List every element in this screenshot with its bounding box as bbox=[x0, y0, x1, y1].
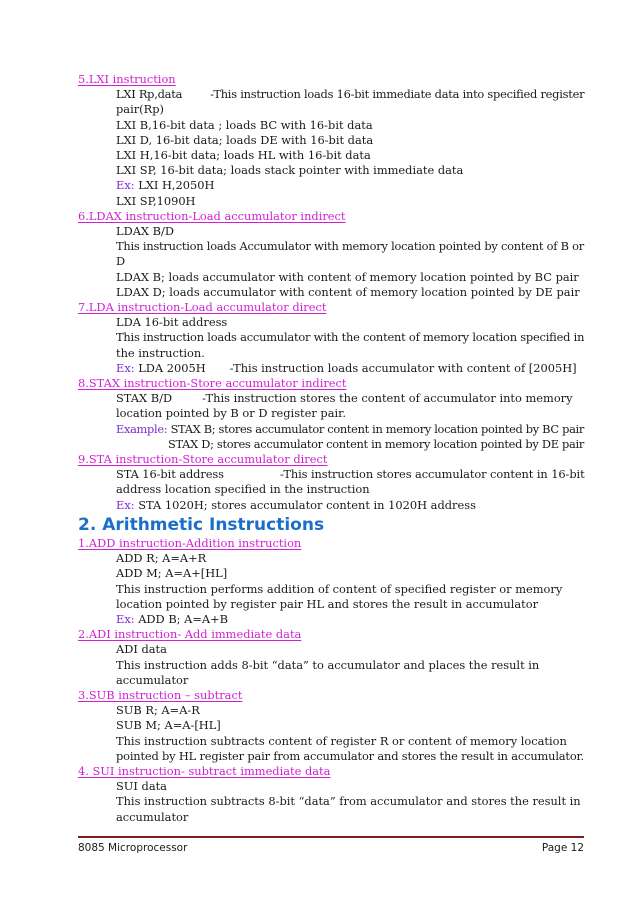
add-example-line bbox=[78, 612, 584, 627]
ldax-syntax: LDAX B/D bbox=[116, 224, 174, 239]
adi-description-cont: accumulator bbox=[116, 672, 189, 687]
add-description-cont: location pointed by register pair HL and stores the result in accumulator bbox=[116, 596, 539, 611]
lda-example-description: -This instruction loads accumulator with content of [2005H] bbox=[229, 360, 577, 375]
lxi-line-1: LXI B,16-bit data ; loads BC with 16-bit data bbox=[116, 117, 373, 132]
ldax-line-1: LDAX B; loads accumulator with content of memory location pointed by BC pair bbox=[116, 269, 579, 284]
adi-description: This instruction adds 8-bit “data” to accumulator and places the result in bbox=[116, 657, 540, 672]
lxi-example-line bbox=[78, 178, 584, 193]
lxi-description: -This instruction loads 16-bit immediate data into specified register bbox=[210, 87, 585, 102]
page-footer bbox=[78, 842, 584, 854]
lda-example-text: LDA 2005H bbox=[138, 360, 206, 375]
sui-description-cont: accumulator bbox=[116, 809, 189, 824]
sub-description-cont: pointed by HL register pair from accumulator and stores the result in accumulator. bbox=[116, 748, 585, 763]
add-description: This instruction performs addition of content of specified register or memory bbox=[116, 581, 563, 596]
lda-syntax: LDA 16-bit address bbox=[116, 315, 228, 330]
sta-example-text: STA 1020H; stores accumulator content in 1020H address bbox=[138, 497, 476, 512]
sui-heading: 4. SUI instruction- subtract immediate data bbox=[78, 763, 331, 778]
lxi-description-cont: pair(Rp) bbox=[116, 102, 164, 117]
ldax-description-cont: D bbox=[116, 254, 126, 269]
page-number: Page 12 bbox=[541, 842, 584, 854]
add-line-2: ADD M; A=A+[HL] bbox=[116, 566, 228, 581]
example-label: Ex: bbox=[116, 178, 135, 193]
sta-description: -This instruction stores accumulator content in 16-bit bbox=[279, 467, 585, 482]
ldax-description: This instruction loads Accumulator with memory location pointed by content of B or bbox=[116, 239, 585, 254]
stax-syntax-line bbox=[78, 391, 584, 406]
stax-description: -This instruction stores the content of accumulator into memory bbox=[202, 391, 573, 406]
footer-title: 8085 Microprocessor bbox=[78, 842, 188, 854]
lxi-line-3: LXI H,16-bit data; loads HL with 16-bit data bbox=[116, 148, 371, 163]
stax-heading: 8.STAX instruction-Store accumulator indirect bbox=[78, 376, 347, 391]
lda-description-cont: the instruction. bbox=[116, 345, 205, 360]
sui-syntax: SUI data bbox=[116, 779, 167, 794]
lda-heading: 7.LDA instruction-Load accumulator direct bbox=[78, 300, 327, 315]
add-example-text: ADD B; A=A+B bbox=[138, 611, 229, 626]
lxi-line-4: LXI SP, 16-bit data; loads stack pointer with immediate data bbox=[116, 163, 464, 178]
sta-example-line bbox=[78, 498, 584, 513]
lxi-syntax-line bbox=[78, 87, 584, 102]
adi-heading: 2.ADI instruction- Add immediate data bbox=[78, 627, 302, 642]
add-heading: 1.ADD instruction-Addition instruction bbox=[78, 535, 302, 550]
ldax-line-2: LDAX D; loads accumulator with content of memory location pointed by DE pair bbox=[116, 284, 580, 299]
example-label: Ex: bbox=[116, 360, 135, 375]
example-label: Example: bbox=[116, 421, 168, 436]
sub-description: This instruction subtracts content of register R or content of memory location bbox=[116, 733, 567, 748]
stax-example-text: STAX B; stores accumulator content in memory location pointed by BC pair bbox=[170, 421, 585, 436]
add-line-1: ADD R; A=A+R bbox=[116, 551, 207, 566]
section-title-arithmetic: 2. Arithmetic Instructions bbox=[78, 514, 325, 535]
lda-description: This instruction loads accumulator with the content of memory location specified in bbox=[116, 330, 585, 345]
stax-example-line bbox=[78, 422, 584, 437]
ldax-heading: 6.LDAX instruction-Load accumulator indirect bbox=[78, 208, 346, 223]
lxi-example-line-2: LXI SP,1090H bbox=[116, 193, 196, 208]
lxi-syntax: LXI Rp,data bbox=[116, 87, 183, 102]
sub-line-1: SUB R; A=A-R bbox=[116, 703, 200, 718]
footer-divider bbox=[78, 836, 584, 838]
stax-example-line-2: STAX D; stores accumulator content in memory location pointed by DE pair bbox=[168, 436, 584, 451]
sta-syntax: STA 16-bit address bbox=[116, 467, 224, 482]
sub-heading: 3.SUB instruction – subtract bbox=[78, 687, 243, 702]
sui-description: This instruction subtracts 8-bit “data” from accumulator and stores the result in bbox=[116, 794, 581, 809]
lda-example-line bbox=[78, 361, 584, 376]
adi-syntax: ADI data bbox=[116, 642, 167, 657]
sta-syntax-line bbox=[78, 467, 584, 482]
page-content bbox=[78, 72, 584, 825]
stax-description-cont: location pointed by B or D register pair. bbox=[116, 406, 346, 421]
example-label: Ex: bbox=[116, 611, 135, 626]
lxi-line-2: LXI D, 16-bit data; loads DE with 16-bit data bbox=[116, 132, 374, 147]
example-label: Ex: bbox=[116, 497, 135, 512]
sta-heading: 9.STA instruction-Store accumulator direct bbox=[78, 452, 328, 467]
lxi-example-text: LXI H,2050H bbox=[138, 178, 215, 193]
stax-syntax: STAX B/D bbox=[116, 391, 173, 406]
sta-description-cont: address location specified in the instruction bbox=[116, 482, 370, 497]
sub-line-2: SUB M; A=A-[HL] bbox=[116, 718, 221, 733]
lxi-heading: 5.LXI instruction bbox=[78, 72, 176, 86]
